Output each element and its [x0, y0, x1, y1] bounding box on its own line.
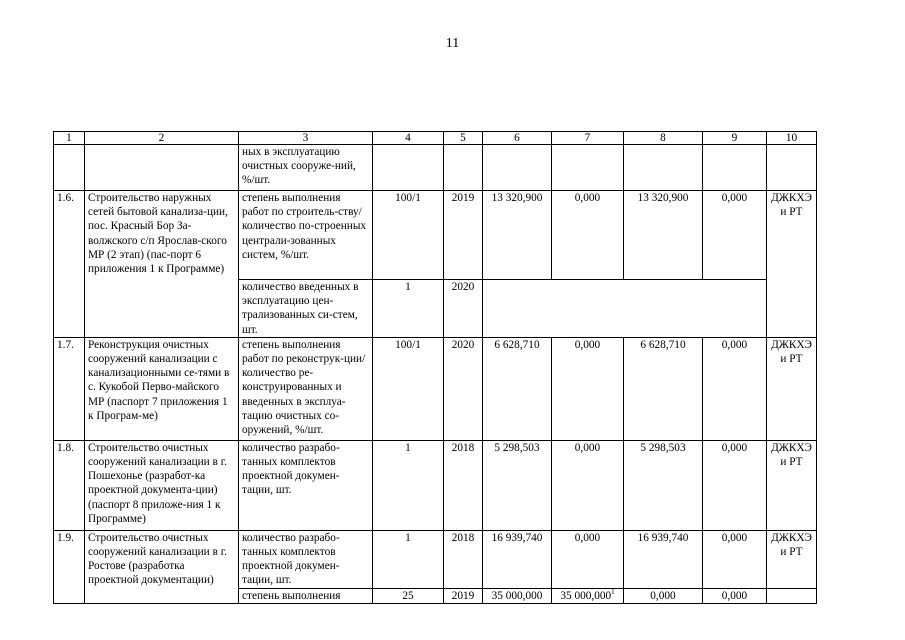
- year-cell: 2018: [444, 440, 483, 530]
- indicator-cell: степень выполнения работ по строитель-ству/ количество по-строенных централи-зованных систем, %/шт.: [239, 191, 373, 280]
- year-cell: 2018: [444, 530, 483, 588]
- executor-cell: ДЖКХЭ и РТ: [767, 440, 817, 530]
- col-header: 2: [85, 132, 239, 145]
- amount-cell: 13 320,900: [624, 191, 703, 280]
- indicator-cell: степень выполнения работ по реконструк-ции/ количество ре-конструированных и введенных в эксплуа-тацию очистных со-оружений, %/шт.: [239, 337, 373, 440]
- amount-cell: 5 298,503: [624, 440, 703, 530]
- year-cell: 2019: [444, 191, 483, 280]
- col-header: 6: [483, 132, 552, 145]
- amount-cell: 0,000: [703, 440, 767, 530]
- total-cell: 5 298,503: [483, 440, 552, 530]
- amount-cell: 0,000: [703, 530, 767, 588]
- table-row: [54, 337, 817, 440]
- indicator-value: 1: [373, 440, 444, 530]
- header-row: [54, 132, 817, 145]
- amount-cell: 0,000: [703, 337, 767, 440]
- indicator-value: 1: [373, 530, 444, 588]
- amount-cell: 0,000: [552, 440, 624, 530]
- indicator-cell: степень выполнения: [239, 588, 373, 603]
- row-number: 1.7.: [54, 337, 85, 440]
- measure-name: Строительство очистных сооружений канализации в г. Пошехонье (разработ-ка проектной документа-ции) (паспорт 8 приложе-ния 1 к Программе): [85, 440, 239, 530]
- total-cell: 6 628,710: [483, 337, 552, 440]
- col-header: 7: [552, 132, 624, 145]
- indicator-cell: количество введенных в эксплуатацию цен-трализованных си-стем, шт.: [239, 280, 373, 338]
- total-cell: 13 320,900: [483, 191, 552, 280]
- year-cell: 2020: [444, 280, 483, 338]
- row-number: 1.8.: [54, 440, 85, 530]
- amount-cell: 0,000: [703, 191, 767, 280]
- col-header: 10: [767, 132, 817, 145]
- col-header: 8: [624, 132, 703, 145]
- page-number: 11: [445, 36, 460, 51]
- year-cell: 2019: [444, 588, 483, 603]
- measure-name: Строительство очистных сооружений канализации в г. Ростове (разработка проектной документации): [85, 530, 239, 603]
- col-header: 1: [54, 132, 85, 145]
- indicator-value: 100/1: [373, 191, 444, 280]
- col-header: 4: [373, 132, 444, 145]
- amount-cell: 6 628,710: [624, 337, 703, 440]
- amount-cell: [552, 588, 624, 603]
- indicator-cell: количество разрабо-танных комплектов проектной докумен-тации, шт.: [239, 440, 373, 530]
- col-header: 3: [239, 132, 373, 145]
- indicator-cell: количество разрабо-танных комплектов проектной докумен-тации, шт.: [239, 530, 373, 588]
- amount-cell: 0,000: [624, 588, 703, 603]
- table-row: [54, 145, 817, 191]
- total-cell: 16 939,740: [483, 530, 552, 588]
- measure-name: Реконструкция очистных сооружений канализации с канализационными се-тями в с. Кукобой Перво-майского МР (паспорт 7 приложения 1 к Програм-ме): [85, 337, 239, 440]
- amount-cell: 0,000: [552, 530, 624, 588]
- indicator-value: 100/1: [373, 337, 444, 440]
- table-row: [54, 530, 817, 588]
- total-cell: 35 000,000: [483, 588, 552, 603]
- amount-cell: 0,000: [552, 191, 624, 280]
- indicator-value: 1: [373, 280, 444, 338]
- program-table: [53, 131, 817, 604]
- table-row: [54, 440, 817, 530]
- amount-value: 35 000,000: [560, 589, 612, 602]
- executor-cell: ДЖКХЭ и РТ: [767, 191, 817, 338]
- col-header: 9: [703, 132, 767, 145]
- amount-cell: 0,000: [552, 337, 624, 440]
- row-number: 1.9.: [54, 530, 85, 603]
- table-row: [54, 191, 817, 280]
- measure-name: Строительство наружных сетей бытовой канализа-ции, пос. Красный Бор За-волжского с/п Ярослав-ского МР (2 этап) (пас-порт 6 приложения 1 к Программе): [85, 191, 239, 338]
- amount-cell: 16 939,740: [624, 530, 703, 588]
- executor-cell: ДЖКХЭ и РТ: [767, 337, 817, 440]
- row-number: 1.6.: [54, 191, 85, 338]
- executor-cell: ДЖКХЭ и РТ: [767, 530, 817, 588]
- amount-cell: 0,000: [703, 588, 767, 603]
- indicator-cell: ных в эксплуатацию очистных сооруже-ний, %/шт.: [239, 145, 373, 191]
- col-header: 5: [444, 132, 483, 145]
- year-cell: 2020: [444, 337, 483, 440]
- footnote-mark: 1: [611, 588, 615, 596]
- indicator-value: 25: [373, 588, 444, 603]
